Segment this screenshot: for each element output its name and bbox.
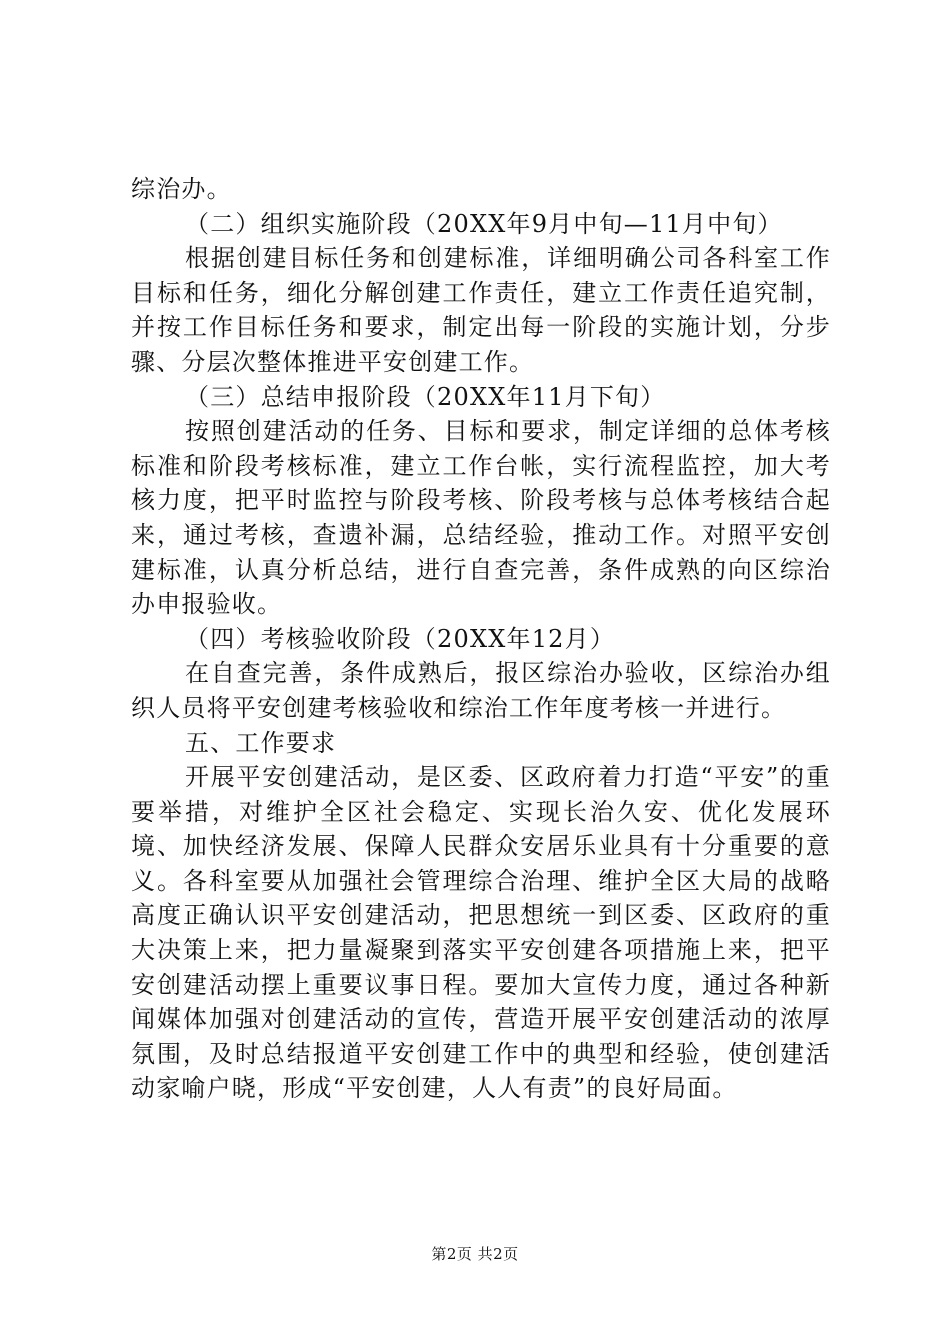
paragraph-continuation: 综治办。	[131, 175, 232, 203]
paragraph-requirements: 开展平安创建活动，是区委、区政府着力打造“平安”的重要举措，对维护全区社会稳定、实现长治久安、优化发展环境、加快经济发展、保障人民群众安居乐业具有十分重要的意义。各科室要从加强社会管理综合治理、维护全区大局的战略高度正确认识平安创建活动，把思想统一到区委、区政府的重大决策上来，把力量凝聚到落实平安创建各项措施上来，把平安创建活动摆上重要议事日程。要加大宣传力度，通过各种新闻媒体加强对创建活动的宣传，营造开展平安创建活动的浓厚氛围，及时总结报道平安创建工作中的典型和经验，使创建活动家喻户晓，形成“平安创建，人人有责”的良好局面。	[131, 763, 831, 1103]
stage-heading-summary: （三）总结申报阶段（20XX年11月下旬）	[185, 382, 666, 411]
stage-heading-implementation: （二）组织实施阶段（20XX年9月中旬—11月中旬）	[185, 209, 783, 238]
section-heading-requirements: 五、工作要求	[185, 728, 337, 757]
paragraph-implementation: 根据创建目标任务和创建标准，详细明确公司各科室工作目标和任务，细化分解创建工作责任，建立工作责任追究制，并按工作目标任务和要求，制定出每一阶段的实施计划，分步骤、分层次整体推进平安创建工作。	[131, 244, 831, 376]
page-footer: 第2页 共2页	[431, 1245, 519, 1263]
paragraph-acceptance: 在自查完善，条件成熟后，报区综治办验收，区综治办组织人员将平安创建考核验收和综治工作年度考核一并进行。	[131, 659, 831, 722]
paragraph-summary: 按照创建活动的任务、目标和要求，制定详细的总体考核标准和阶段考核标准，建立工作台帐，实行流程监控，加大考核力度，把平时监控与阶段考核、阶段考核与总体考核结合起来，通过考核，查遗补漏，总结经验，推动工作。对照平安创建标准，认真分析总结，进行自查完善，条件成熟的向区综治办申报验收。	[131, 417, 831, 619]
document-body	[131, 172, 831, 1106]
stage-heading-acceptance: （四）考核验收阶段（20XX年12月）	[185, 624, 616, 653]
